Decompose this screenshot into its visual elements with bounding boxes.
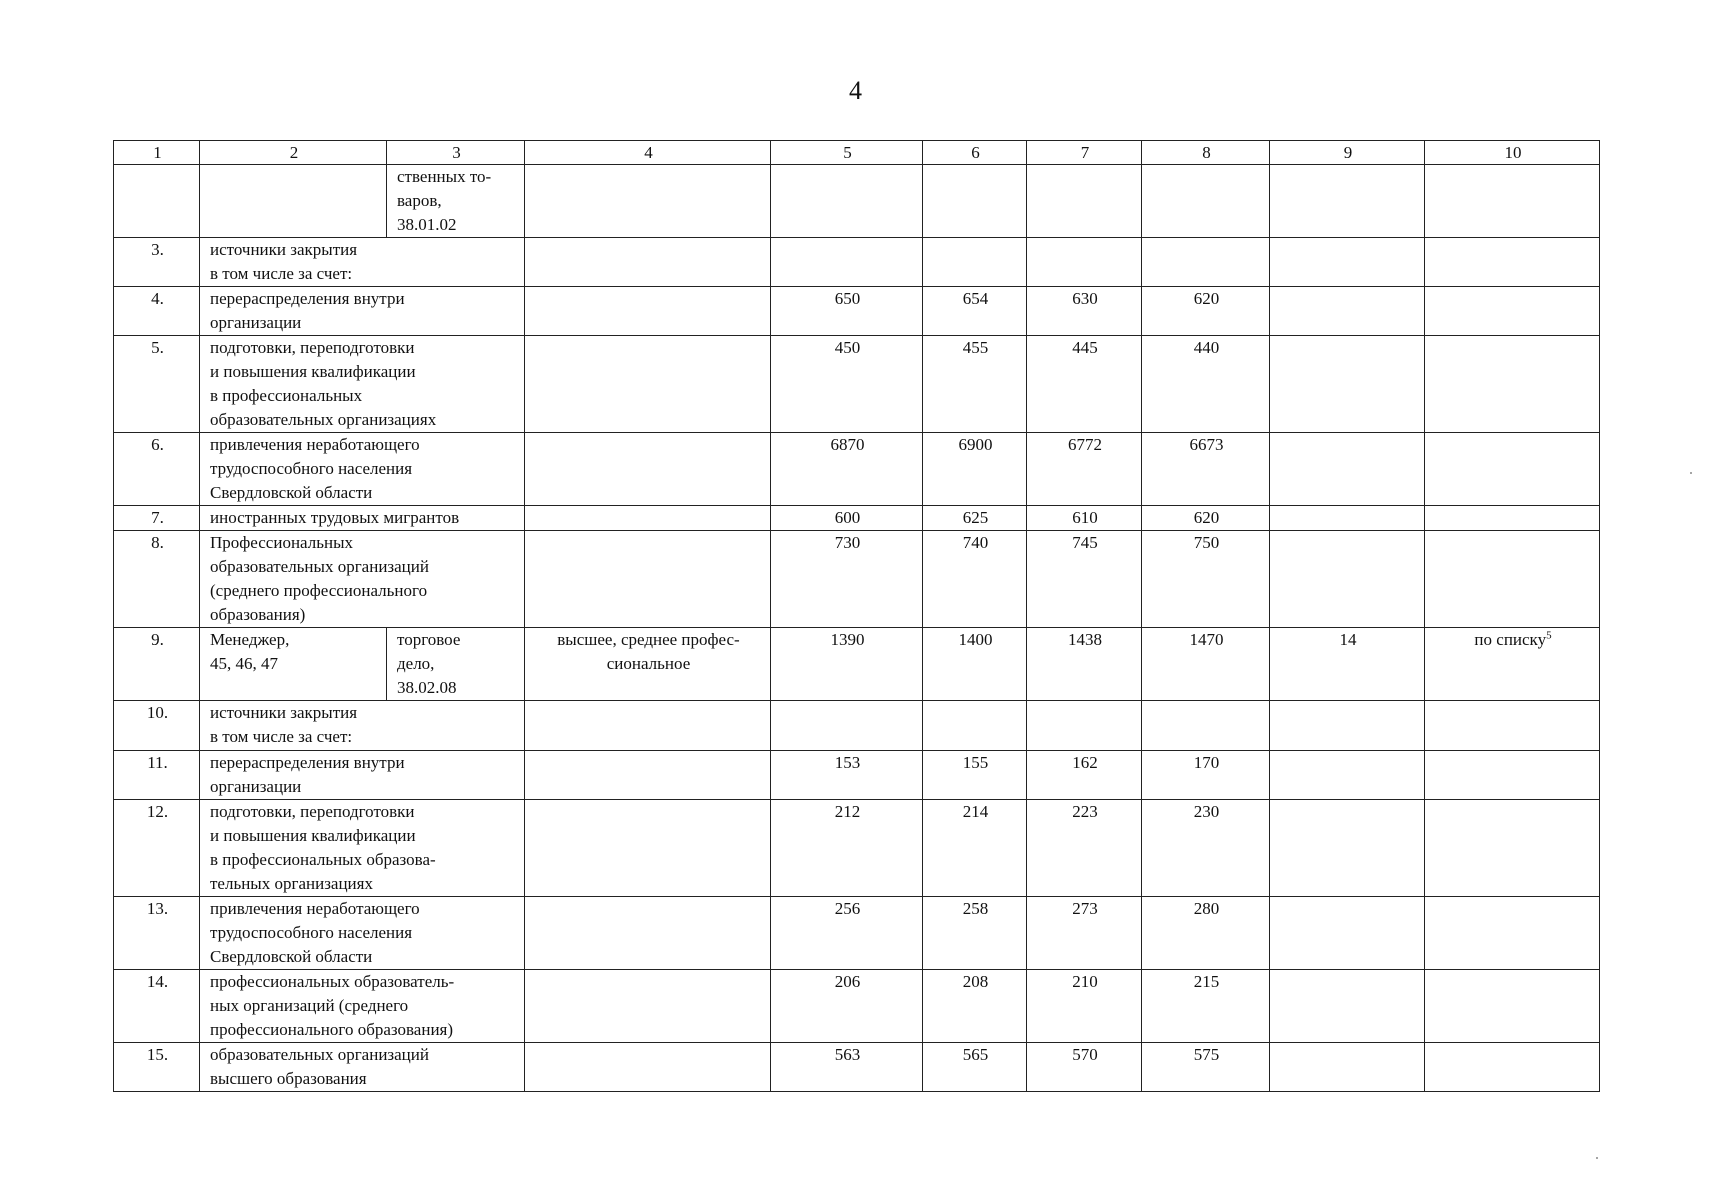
value-cell-col5: 563 — [771, 1043, 923, 1092]
value-cell-col7: 445 — [1027, 336, 1142, 433]
value-cell-col5: 206 — [771, 970, 923, 1043]
position-cell: иностранных трудовых мигрантов — [200, 506, 525, 531]
position-cell — [200, 165, 387, 238]
value-cell-col7: 6772 — [1027, 433, 1142, 506]
table-row — [114, 506, 1600, 531]
value-cell-col6: 208 — [923, 970, 1027, 1043]
value-cell-col7 — [1027, 701, 1142, 751]
table-row — [114, 165, 1600, 238]
value-cell-col7: 223 — [1027, 800, 1142, 897]
table-row — [114, 970, 1600, 1043]
value-cell-col7: 162 — [1027, 751, 1142, 800]
value-cell-col7: 610 — [1027, 506, 1142, 531]
row-number-cell: 6. — [114, 433, 200, 506]
education-cell — [525, 970, 771, 1043]
value-cell-col5: 600 — [771, 506, 923, 531]
table-row — [114, 897, 1600, 970]
column-header: 10 — [1425, 141, 1600, 165]
note-cell-col10 — [1425, 1043, 1600, 1092]
page-number: 4 — [849, 76, 862, 105]
value-cell-col6: 155 — [923, 751, 1027, 800]
value-cell-col9 — [1270, 751, 1425, 800]
education-cell: высшее, среднее профес- сиональное — [525, 628, 771, 701]
row-number-cell: 13. — [114, 897, 200, 970]
note-cell-col10 — [1425, 238, 1600, 287]
value-cell-col8: 1470 — [1142, 628, 1270, 701]
specialty-cell: торговое дело, 38.02.08 — [387, 628, 525, 701]
value-cell-col9 — [1270, 1043, 1425, 1092]
value-cell-col6: 214 — [923, 800, 1027, 897]
value-cell-col5: 6870 — [771, 433, 923, 506]
value-cell-col9 — [1270, 897, 1425, 970]
row-number-cell: 10. — [114, 701, 200, 751]
education-cell — [525, 897, 771, 970]
education-cell — [525, 336, 771, 433]
position-cell: профессиональных образователь- ных организаций (среднего профессионального образования) — [200, 970, 525, 1043]
value-cell-col6: 6900 — [923, 433, 1027, 506]
note-cell-col10 — [1425, 800, 1600, 897]
position-cell: подготовки, переподготовки и повышения квалификации в профессиональных образова- тельных организациях — [200, 800, 525, 897]
education-cell — [525, 751, 771, 800]
column-header: 2 — [200, 141, 387, 165]
table-row — [114, 531, 1600, 628]
position-cell: источники закрытия в том числе за счет: — [200, 701, 525, 751]
value-cell-col9 — [1270, 506, 1425, 531]
footnote-marker: 5 — [1546, 629, 1552, 642]
value-cell-col7: 1438 — [1027, 628, 1142, 701]
value-cell-col9 — [1270, 531, 1425, 628]
column-header: 6 — [923, 141, 1027, 165]
note-cell-col10 — [1425, 165, 1600, 238]
value-cell-col7: 210 — [1027, 970, 1142, 1043]
position-cell: Менеджер, 45, 46, 47 — [200, 628, 387, 701]
value-cell-col6: 654 — [923, 287, 1027, 336]
value-cell-col7: 570 — [1027, 1043, 1142, 1092]
education-cell — [525, 701, 771, 751]
value-cell-col8: 6673 — [1142, 433, 1270, 506]
table-row — [114, 238, 1600, 287]
value-cell-col8: 170 — [1142, 751, 1270, 800]
row-number-cell: 11. — [114, 751, 200, 800]
row-number-cell — [114, 165, 200, 238]
value-cell-col5 — [771, 238, 923, 287]
table-row — [114, 701, 1600, 751]
value-cell-col5 — [771, 165, 923, 238]
value-cell-col8: 280 — [1142, 897, 1270, 970]
note-cell-col10 — [1425, 287, 1600, 336]
column-header: 1 — [114, 141, 200, 165]
value-cell-col6 — [923, 238, 1027, 287]
value-cell-col6: 740 — [923, 531, 1027, 628]
value-cell-col9: 14 — [1270, 628, 1425, 701]
value-cell-col7: 273 — [1027, 897, 1142, 970]
row-number-cell: 15. — [114, 1043, 200, 1092]
value-cell-col8: 575 — [1142, 1043, 1270, 1092]
value-cell-col7 — [1027, 165, 1142, 238]
value-cell-col5: 730 — [771, 531, 923, 628]
value-cell-col8 — [1142, 701, 1270, 751]
position-cell: перераспределения внутри организации — [200, 287, 525, 336]
value-cell-col8 — [1142, 238, 1270, 287]
value-cell-col6: 565 — [923, 1043, 1027, 1092]
education-cell — [525, 506, 771, 531]
specialty-cell: ственных то- варов, 38.01.02 — [387, 165, 525, 238]
position-cell: привлечения неработающего трудоспособного населения Свердловской области — [200, 897, 525, 970]
value-cell-col5: 212 — [771, 800, 923, 897]
scan-speck — [1690, 472, 1692, 474]
education-cell — [525, 800, 771, 897]
education-cell — [525, 238, 771, 287]
note-cell-col10 — [1425, 531, 1600, 628]
note-cell-col10 — [1425, 751, 1600, 800]
education-cell — [525, 1043, 771, 1092]
note-cell-col10 — [1425, 433, 1600, 506]
position-cell: привлечения неработающего трудоспособного населения Свердловской области — [200, 433, 525, 506]
position-cell: подготовки, переподготовки и повышения квалификации в профессиональных образовательных организациях — [200, 336, 525, 433]
column-header: 9 — [1270, 141, 1425, 165]
value-cell-col9 — [1270, 165, 1425, 238]
value-cell-col6 — [923, 165, 1027, 238]
value-cell-col6: 258 — [923, 897, 1027, 970]
note-cell-col10 — [1425, 701, 1600, 751]
column-header: 4 — [525, 141, 771, 165]
value-cell-col7: 745 — [1027, 531, 1142, 628]
value-cell-col7 — [1027, 238, 1142, 287]
table-row — [114, 628, 1600, 701]
position-cell: Профессиональных образовательных организаций (среднего профессионального образования) — [200, 531, 525, 628]
note-cell-col10 — [1425, 897, 1600, 970]
note-cell-col10 — [1425, 506, 1600, 531]
education-cell — [525, 287, 771, 336]
value-cell-col6: 625 — [923, 506, 1027, 531]
table-row — [114, 751, 1600, 800]
value-cell-col9 — [1270, 800, 1425, 897]
column-header: 8 — [1142, 141, 1270, 165]
value-cell-col5 — [771, 701, 923, 751]
position-cell: источники закрытия в том числе за счет: — [200, 238, 525, 287]
value-cell-col7: 630 — [1027, 287, 1142, 336]
row-number-cell: 4. — [114, 287, 200, 336]
value-cell-col5: 1390 — [771, 628, 923, 701]
position-cell: перераспределения внутри организации — [200, 751, 525, 800]
education-cell — [525, 165, 771, 238]
row-number-cell: 3. — [114, 238, 200, 287]
column-header: 7 — [1027, 141, 1142, 165]
value-cell-col5: 153 — [771, 751, 923, 800]
row-number-cell: 9. — [114, 628, 200, 701]
position-cell: образовательных организаций высшего образования — [200, 1043, 525, 1092]
education-cell — [525, 433, 771, 506]
note-cell-col10 — [1425, 336, 1600, 433]
value-cell-col9 — [1270, 433, 1425, 506]
note-text: по списку — [1474, 630, 1547, 649]
column-number-header-row — [114, 141, 1600, 165]
value-cell-col6: 1400 — [923, 628, 1027, 701]
value-cell-col9 — [1270, 970, 1425, 1043]
column-header: 5 — [771, 141, 923, 165]
value-cell-col8: 750 — [1142, 531, 1270, 628]
scan-speck — [1596, 1157, 1598, 1159]
table-row — [114, 336, 1600, 433]
row-number-cell: 12. — [114, 800, 200, 897]
value-cell-col9 — [1270, 701, 1425, 751]
value-cell-col8: 440 — [1142, 336, 1270, 433]
data-table — [113, 140, 1600, 1092]
value-cell-col8: 620 — [1142, 287, 1270, 336]
value-cell-col9 — [1270, 336, 1425, 433]
row-number-cell: 8. — [114, 531, 200, 628]
value-cell-col8 — [1142, 165, 1270, 238]
value-cell-col8: 215 — [1142, 970, 1270, 1043]
value-cell-col5: 256 — [771, 897, 923, 970]
value-cell-col8: 230 — [1142, 800, 1270, 897]
note-cell-col10 — [1425, 628, 1600, 701]
value-cell-col6 — [923, 701, 1027, 751]
table-row — [114, 433, 1600, 506]
table-row — [114, 800, 1600, 897]
table-row — [114, 287, 1600, 336]
value-cell-col5: 450 — [771, 336, 923, 433]
value-cell-col5: 650 — [771, 287, 923, 336]
column-header: 3 — [387, 141, 525, 165]
note-cell-col10 — [1425, 970, 1600, 1043]
row-number-cell: 14. — [114, 970, 200, 1043]
table-row — [114, 1043, 1600, 1092]
row-number-cell: 5. — [114, 336, 200, 433]
value-cell-col9 — [1270, 238, 1425, 287]
value-cell-col6: 455 — [923, 336, 1027, 433]
value-cell-col9 — [1270, 287, 1425, 336]
education-cell — [525, 531, 771, 628]
value-cell-col8: 620 — [1142, 506, 1270, 531]
row-number-cell: 7. — [114, 506, 200, 531]
